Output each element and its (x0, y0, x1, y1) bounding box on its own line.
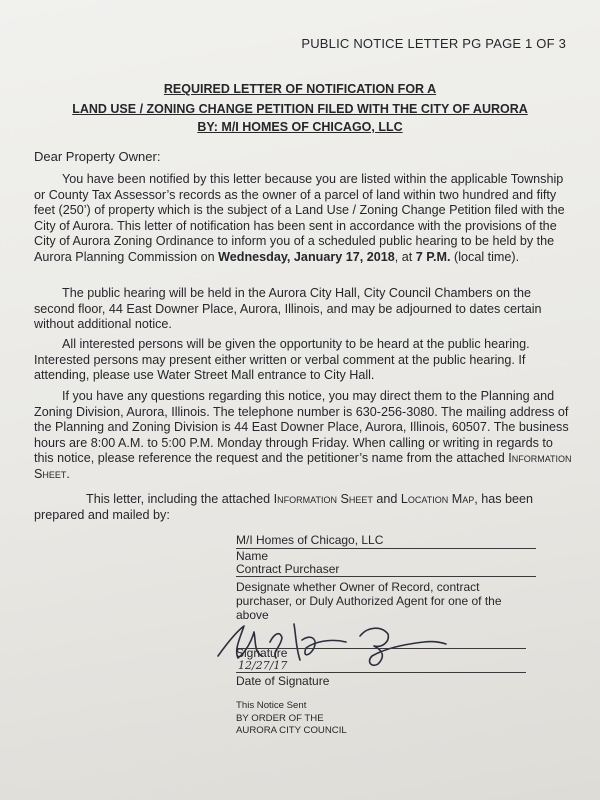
paragraph-4-end: . (66, 466, 70, 481)
information-sheet-ref: Information Sheet (34, 451, 572, 481)
paragraph-notification (34, 172, 574, 265)
notice-line-2: BY ORDER OF THE (236, 712, 324, 724)
location-map-ref: Location Map (400, 492, 475, 506)
paragraph-location: The public hearing will be held in the Aurora City Hall, City Council Chambers on the second floor, 44 East Downer Place, Aurora, Illinois, and may be adjourned to dates certain without additional notice. (34, 286, 542, 331)
paragraph-contact (34, 389, 574, 482)
salutation: Dear Property Owner: (34, 149, 161, 164)
name-label: Name (236, 549, 269, 563)
name-value: M/I Homes of Chicago, LLC (236, 533, 384, 547)
title-line-1: REQUIRED LETTER OF NOTIFICATION FOR A (163, 82, 437, 96)
hearing-date: Wednesday, January 17, 2018 (218, 249, 395, 264)
paragraph-5-post: , has been prepared and mailed by: (34, 492, 534, 522)
paragraph-5-pre: This letter, including the attached (86, 492, 271, 506)
paragraph-participation: All interested persons will be given the opportunity to be heard at the public hearing. Interested persons may present either written or verbal comment at the public hearing. If attending, please use Water Street Mall entrance to City Hall. (34, 337, 530, 382)
paragraph-prepared-by (34, 492, 574, 523)
role-line (236, 576, 536, 577)
title-line-3: BY: M/I HOMES OF CHICAGO, LLC (197, 120, 403, 134)
role-label: Designate whether Owner of Record, contract purchaser, or Duly Authorized Agent for one of the above (236, 580, 502, 622)
hearing-time: 7 P.M. (415, 249, 451, 264)
hearing-time-tail: (local time). (450, 249, 520, 264)
handwritten-signature (210, 612, 450, 672)
role-value: Contract Purchaser (236, 562, 340, 576)
title-line-2: LAND USE / ZONING CHANGE PETITION FILED WITH THE CITY OF AURORA (72, 102, 528, 116)
hearing-date-sep: , at (394, 249, 416, 264)
signature-label: Signature (236, 646, 288, 660)
date-label: Date of Signature (236, 674, 330, 688)
notice-footer (236, 700, 347, 738)
notice-line-1: This Notice Sent (236, 700, 307, 711)
paragraph-5-and: and (376, 492, 398, 506)
page-header: PUBLIC NOTICE LETTER PG PAGE 1 OF 3 (301, 36, 566, 51)
information-sheet-ref-2: Information Sheet (273, 492, 373, 506)
date-line (236, 672, 526, 673)
paragraph-1-text: You have been notified by this letter because you are listed within the applicable Township or County Tax Assessor’s records as the owner of a parcel of land within two hundred and fifty feet (250’) of property which is the subject of a Land Use / Zoning Change Petition filed with the City of Aurora. This letter of notification has been sent in accordance with the provisions of the City of Aurora Zoning Ordinance to inform you of a scheduled public hearing to be held by the Aurora Planning Commission on (34, 172, 565, 264)
handwritten-date: 12/27/17 (238, 659, 288, 672)
notice-line-3: AURORA CITY COUNCIL (236, 725, 347, 736)
paragraph-4-text: If you have any questions regarding this notice, you may direct them to the Planning and Zoning Division, Aurora, Illinois. The telephone number is 630-256-3080. The mailing address of the Planning and Zoning Division is 44 East Downer Place, Aurora, Illinois, 60507. The business hours are 8:00 A.M. to 5:00 P.M. Monday through Friday. When calling or writing in regards to this notice, please reference the request and the petitioner’s name from the attached (34, 389, 569, 465)
